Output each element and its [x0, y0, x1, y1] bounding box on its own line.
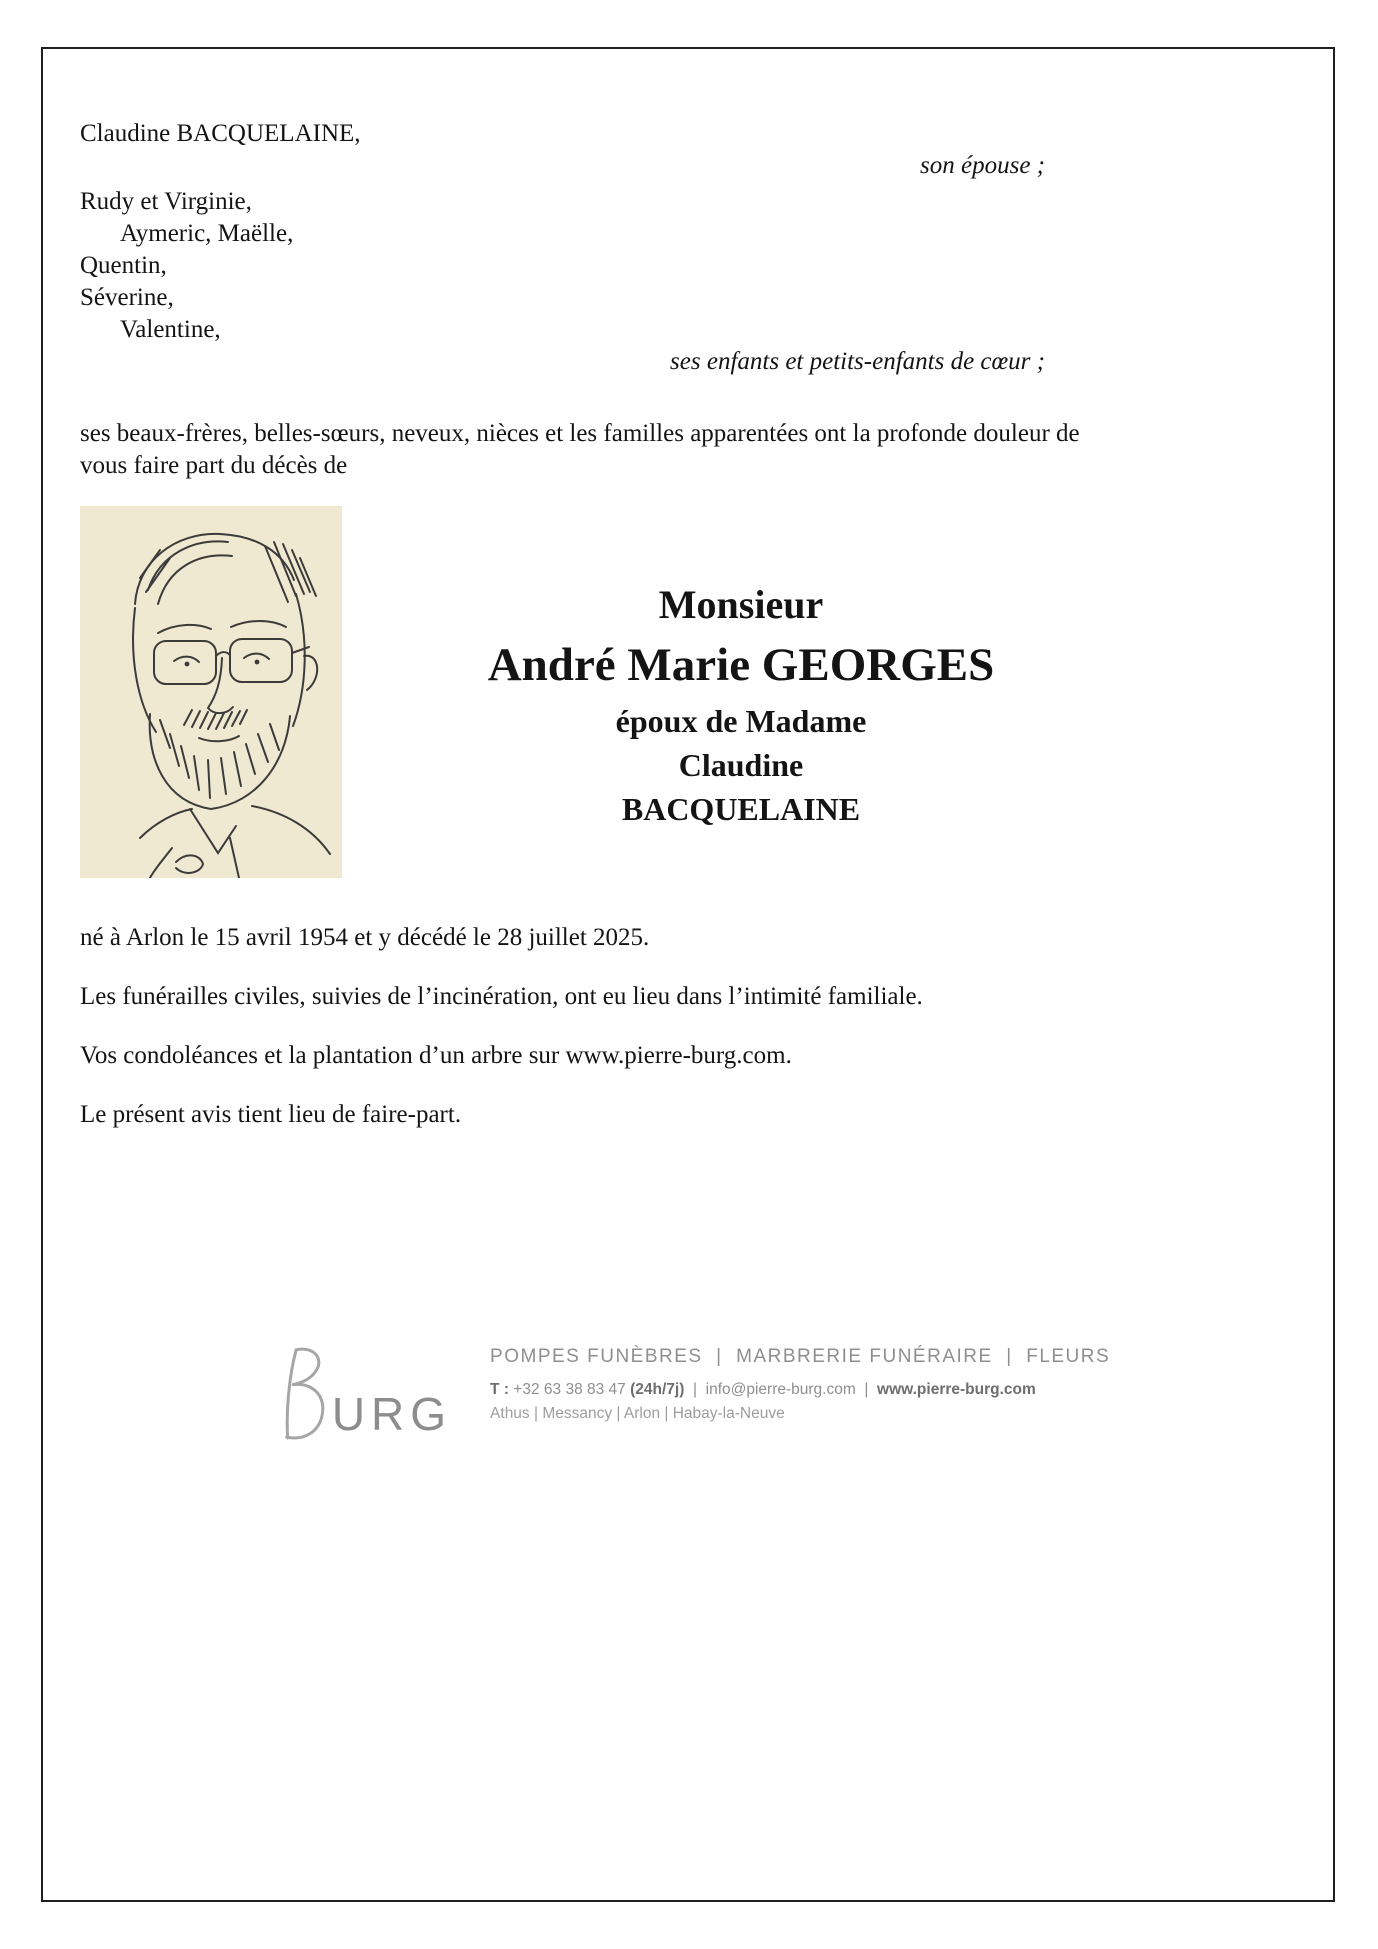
website-link[interactable]: www.pierre-burg.com — [877, 1381, 1036, 1398]
portrait-and-name-row — [80, 506, 1140, 878]
burg-logo — [268, 1344, 452, 1442]
phone-number: +32 63 38 83 47 — [513, 1381, 631, 1398]
condolences-website-link[interactable]: www.pierre-burg.com — [565, 1042, 786, 1069]
deceased-subtitle: Claudine — [678, 747, 804, 783]
deceased-title: Monsieur — [658, 582, 824, 627]
funeral-line: Les funérailles civiles, suivies de l’incinération, ont eu lieu dans l’intimité familiale. — [80, 983, 923, 1010]
phone-label: T : — [490, 1381, 514, 1398]
email-link[interactable]: info@pierre-burg.com — [705, 1381, 856, 1398]
footer-contact — [490, 1381, 1110, 1399]
deceased-subtitle: BACQUELAINE — [621, 791, 861, 827]
separator: | — [855, 1381, 878, 1398]
spouse-relation: son épouse ; — [920, 152, 1045, 179]
burg-logo-b-icon — [268, 1344, 328, 1442]
relatives-list — [80, 186, 1045, 346]
footer-text-block — [490, 1338, 1110, 1423]
deceased-block — [342, 506, 1140, 878]
burg-logo-text: URG — [331, 1388, 453, 1440]
portrait-sketch — [80, 506, 342, 878]
deceased-name: André Marie GEORGES — [487, 639, 995, 691]
condolences-period: . — [785, 1042, 792, 1069]
notice-line: Le présent avis tient lieu de faire-part. — [80, 1101, 462, 1128]
phone-hours: (24h/7j) — [630, 1381, 685, 1398]
announcement-paragraph: ses beaux-frères, belles-sœurs, neveux, nièces et les familles apparentées ont la profonde douleur de vous faire part du décès de — [80, 420, 1080, 479]
separator: | — [684, 1381, 706, 1398]
footer-locations: Athus | Messancy | Arlon | Habay-la-Neuve — [490, 1405, 785, 1422]
spouse-name: Claudine BACQUELAINE, — [80, 120, 361, 147]
deceased-subtitle: époux de Madame — [615, 703, 867, 739]
children-relation: ses enfants et petits-enfants de cœur ; — [670, 348, 1045, 375]
footer — [0, 1338, 1378, 1442]
relative-line: Rudy et Virginie, — [80, 188, 252, 215]
condolences-text: Vos condoléances et la plantation d’un arbre sur — [80, 1042, 566, 1069]
condolences-line — [80, 1040, 1045, 1072]
relative-line: Valentine, — [120, 316, 221, 343]
notice-content — [80, 0, 1080, 1131]
relative-line: Aymeric, Maëlle, — [120, 220, 294, 247]
portrait-sketch-icon — [80, 506, 342, 878]
relative-line: Quentin, — [80, 252, 167, 279]
footer-services: POMPES FUNÈBRES | MARBRERIE FUNÉRAIRE | FLEURS — [490, 1346, 1111, 1367]
relative-line: Séverine, — [80, 284, 174, 311]
birth-death-line: né à Arlon le 15 avril 1954 et y décédé le 28 juillet 2025. — [80, 924, 650, 951]
